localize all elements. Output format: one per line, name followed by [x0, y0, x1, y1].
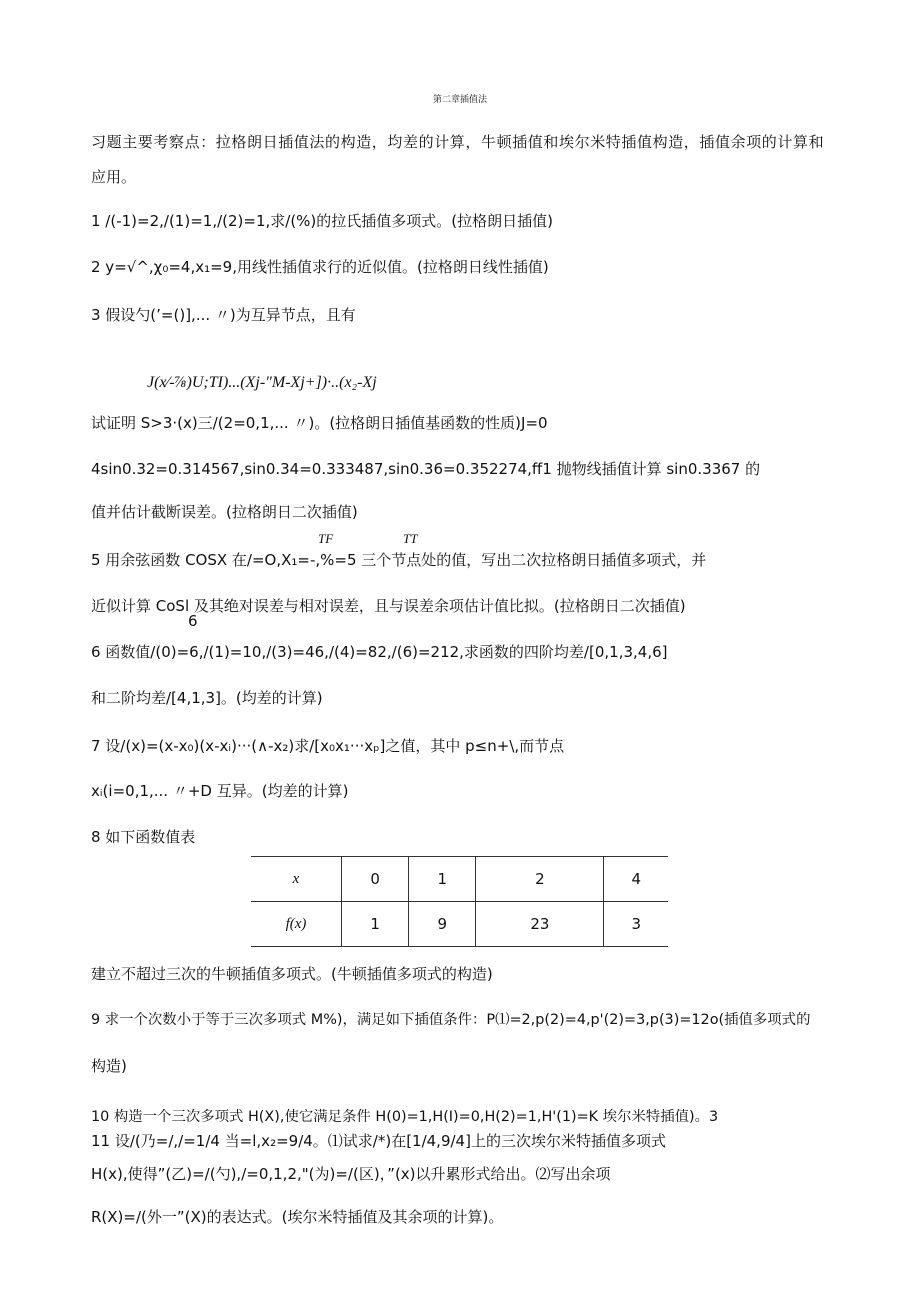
problem-11-line-1: 11 设/(乃=/,/=1/4 当=l,x₂=9/4。⑴试求/*)在[1/4,9/4]上的三次埃尔米特插值多项式: [91, 1132, 666, 1150]
problem-1: 1 /(-1)=2,/(1)=1,/(2)=1,求/(%)的拉氏插值多项式。(拉格朗日插值): [91, 212, 553, 230]
problem-6-line-2: 和二阶均差/[4,1,3]。(均差的计算): [91, 689, 323, 707]
function-value-table: [251, 856, 668, 947]
table-cell: 1: [409, 857, 476, 902]
table-row-fx: [251, 902, 668, 947]
table-header-x: x: [251, 857, 342, 902]
table-cell: 4: [604, 857, 668, 902]
intro-line-2: 应用。: [91, 168, 137, 186]
problem-3-line-2: 试证明 S>3·(x)三/(2=0,1,... 〃)。(拉格朗日插值基函数的性质)J=0: [91, 414, 548, 432]
table-cell: 9: [409, 902, 476, 947]
problem-6-line-1: 6 函数值/(0)=6,/(1)=10,/(3)=46,/(4)=82,/(6)=212,求函数的四阶均差/[0,1,3,4,6]: [91, 643, 668, 661]
page-title: 第二章插值法: [432, 95, 487, 105]
problem-9-line-2: 构造): [91, 1057, 127, 1075]
problem-8-line-2: 建立不超过三次的牛顿插值多项式。(牛顿插值多项式的构造): [91, 965, 493, 983]
problem-7-line-2: xᵢ(i=0,1,... 〃+D 互异。(均差的计算): [91, 782, 349, 800]
table-cell: 3: [604, 902, 668, 947]
problem-11-line-3: R(X)=/(外一”(X)的表达式。(埃尔米特插值及其余项的计算)。: [91, 1208, 504, 1226]
problem-4-line-2: 值并估计截断误差。(拉格朗日二次插值): [91, 503, 358, 521]
table-cell: 23: [476, 902, 604, 947]
problem-5-line-1: 5 用余弦函数 COSX 在/=O,X₁=-,%=5 三个节点处的值，写出二次拉格朗日插值多项式，并: [91, 551, 707, 569]
table-cell: 2: [476, 857, 604, 902]
problem-2: 2 y=√^,χ₀=4,x₁=9,用线性插值求行的近似值。(拉格朗日线性插值): [91, 258, 549, 276]
problem-5-below: 6: [188, 612, 198, 630]
problem-8-line-1: 8 如下函数值表: [91, 828, 196, 846]
table-cell: 1: [342, 902, 409, 947]
problem-3-line-1: 3 假设勺(’=()],... 〃)为互异节点，且有: [91, 306, 356, 324]
problem-5-line-2: 近似计算 CoSl 及其绝对误差与相对误差，且与误差余项估计值比拟。(拉格朗日二次插值): [91, 597, 686, 615]
problem-9-line-1: 9 求一个次数小于等于三次多项式 M%)，满足如下插值条件：P⑴=2,p(2)=4,p'(2)=3,p(3)=12o(插值多项式的: [91, 1012, 811, 1028]
table-header-fx: f(x): [251, 902, 342, 947]
problem-4-line-1: 4sin0.32=0.314567,sin0.34=0.333487,sin0.36=0.352274,ff1 抛物线插值计算 sin0.3367 的: [91, 460, 761, 478]
problem-3-formula: J(x⁄-⅞)U;TI)...(Xj-"M-Xj+])·..(x₂-Xj: [147, 374, 377, 391]
problem-7-line-1: 7 设/(x)=(x-x₀)(x-xᵢ)···(∧-x₂)求/[x₀x₁···xₚ]之值，其中 p≤n+\,而节点: [91, 737, 565, 755]
intro-line-1: 习题主要考察点：拉格朗日插值法的构造，均差的计算，牛顿插值和埃尔米特插值构造，插值余项的计算和: [91, 133, 825, 151]
table-row-x: [251, 857, 668, 902]
problem-10: 10 构造一个三次多项式 H(X),使它满足条件 H(0)=1,H(I)=0,H(2)=1,H'(1)=K 埃尔米特插值)。3: [91, 1109, 719, 1125]
problem-5-above-2: TT: [403, 531, 418, 546]
problem-11-line-2: H(x),使得”(乙)=/(勺),/=0,1,2,"(为)=/(区)，”(x)以升累形式给出。⑵写出余项: [91, 1165, 611, 1183]
problem-5-above-1: TF: [318, 531, 334, 546]
table-cell: 0: [342, 857, 409, 902]
